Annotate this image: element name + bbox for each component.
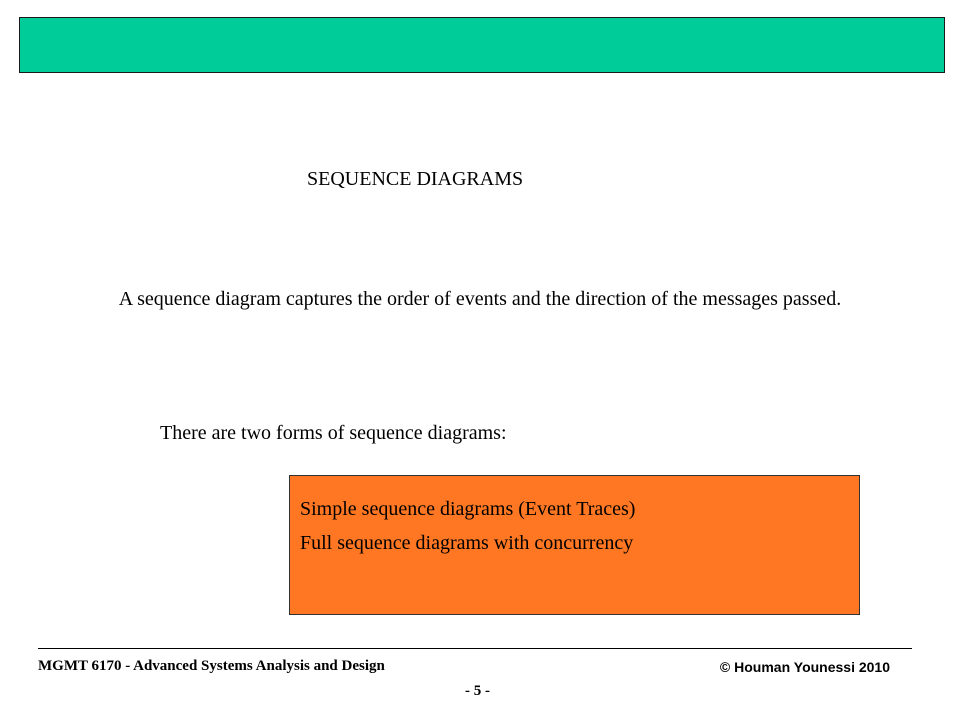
form-item-full: Full sequence diagrams with concurrency [300, 532, 634, 554]
intro-paragraph: A sequence diagram captures the order of events and the direction of the messages passed. [118, 288, 842, 310]
forms-intro-text: There are two forms of sequence diagrams: [160, 422, 507, 444]
footer-course-title: MGMT 6170 - Advanced Systems Analysis and Design [38, 658, 385, 674]
form-item-simple: Simple sequence diagrams (Event Traces) [300, 498, 636, 520]
sequence-diagram-forms-box [289, 475, 860, 615]
footer-copyright: © Houman Younessi 2010 [719, 659, 890, 675]
header-banner [19, 17, 945, 73]
slide-title: SEQUENCE DIAGRAMS [307, 168, 524, 190]
footer-divider [38, 648, 912, 649]
page-number: - 5 - [465, 683, 490, 699]
